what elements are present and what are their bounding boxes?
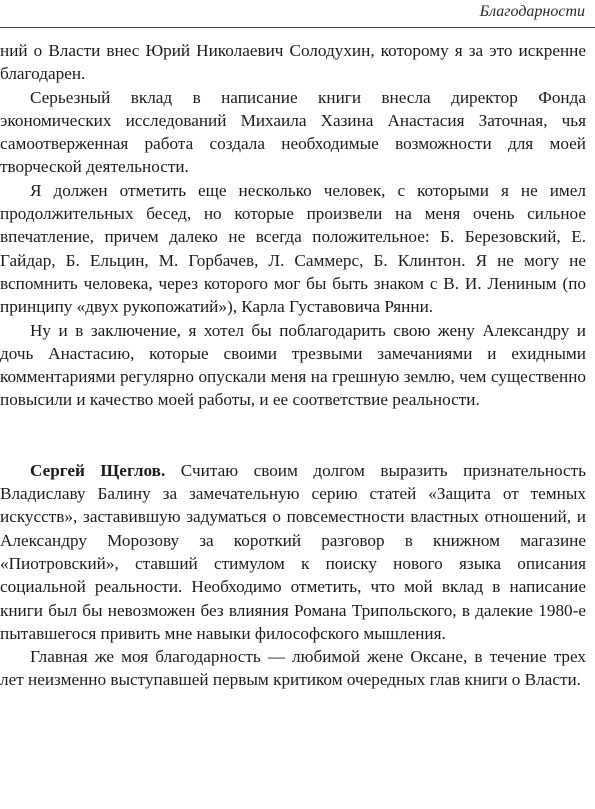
author-name: Сергей Щеглов. — [30, 460, 166, 480]
paragraph-zatochnaya: Серьезный вклад в написание книги внесла директор Фонда экономических исследований Михаила Хазина Анастасия Заточная, чья самоотверженная работа создала необходимые возможности для моей творческой деятельности. — [0, 87, 586, 177]
paragraph-notable-people: Я должен отметить еще несколько человек, с которыми я не имел продолжительных бесед, но которые произвели на меня очень сильное впечатление, причем далеко не всегда положительное: Б. Березовский, Е. Гайдар, Б. Ельцин, М. Горбачев, Л. Саммерс, Б. Клинтон. Я не могу не вспомнить человека, через которого мог бы быть знаком с В. И. Лениным (по принципу «двух рукопожатий»), Карла Густавовича Рянни. — [0, 180, 586, 317]
paragraph-continuation: ний о Власти внес Юрий Николаевич Солодухин, которому я за это искренне благодарен. — [0, 41, 586, 84]
header-rule — [0, 27, 595, 28]
paragraph-shcheglov-wife: Главная же моя благодарность — любимой жене Оксане, в течение трех лет неизменно выступавшей первым критиком очередных глав книги о Власти. — [0, 647, 586, 690]
page-body — [0, 39, 586, 692]
section-gap — [0, 412, 586, 459]
paragraph-shcheglov-text: Считаю своим долгом выразить признательность Владиславу Балину за замечательную серию статей «Защита от темных искусств», заставившую задуматься о повсеместности властных отношений, и Александру Морозову за короткий разговор в книжном магазине «Пиотровский», ставший стимулом к поиску нового языка описания социальной реальности. Необходимо отметить, что мой вклад в написание книги был бы невозможен без влияния Романа Трипольского, в далекие 1980-е пытавшегося привить мне навыки философского мышления. — [0, 460, 586, 643]
running-head-title: Благодарности — [479, 3, 585, 20]
paragraph-shcheglov-intro — [0, 459, 586, 645]
paragraph-family: Ну и в заключение, я хотел бы поблагодарить свою жену Александру и дочь Анастасию, которые своими трезвыми замечаниями и ехидными комментариями регулярно опускали меня на грешную землю, чем существенно повысили и качество моей работы, и ее соответствие реальности. — [0, 320, 586, 410]
